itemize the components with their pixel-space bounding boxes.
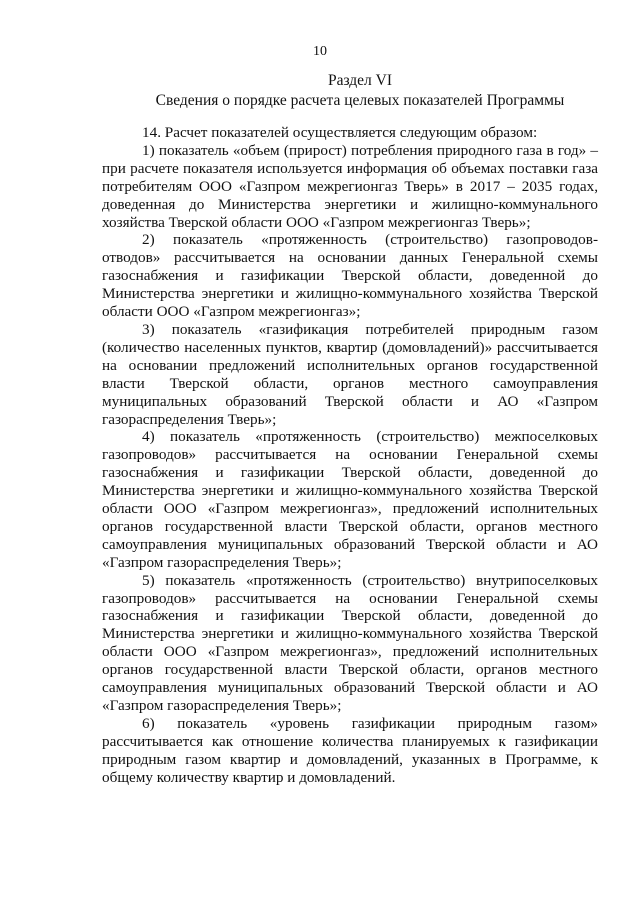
paragraph-item-2: 2) показатель «протяженность (строительство) газопроводов-отводов» рассчитывается на основании данных Генеральной схемы газоснабжения и газификации Тверской области, доведенной до Министерства энергетики и жилищно-коммунального хозяйства Тверской области ООО «Газпром межрегионгаз»;: [102, 231, 598, 321]
paragraph-item-5: 5) показатель «протяженность (строительство) внутрипоселковых газопроводов» рассчитывается на основании Генеральной схемы газоснабжения и газификации Тверской области, доведенной до Министерства энергетики и жилищно-коммунального хозяйства Тверской области ООО «Газпром межрегионгаз», предложений исполнительных органов государственной власти Тверской области, органов местного самоуправления муниципальных образований Тверской области и АО «Газпром газораспределения Тверь»;: [102, 571, 598, 714]
document-body: [102, 124, 598, 787]
paragraph-item-3: 3) показатель «газификация потребителей природным газом (количество населенных пунктов, квартир (домовладений)» рассчитывается на основании предложений исполнительных органов государственной власти Тверской области, органов местного самоуправления муниципальных образований Тверской области и АО «Газпром газораспределения Тверь»;: [102, 320, 598, 428]
section-subtitle: Сведения о порядке расчета целевых показателей Программы: [155, 92, 565, 109]
section-title: Раздел VI: [327, 72, 393, 89]
paragraph-item-6: 6) показатель «уровень газификации природным газом» рассчитывается как отношение количества планируемых к газификации природным газом квартир и домовладений, указанных в Программе, к общему количеству квартир и домовладений.: [102, 714, 598, 786]
page-number: 10: [313, 44, 327, 59]
paragraph-item-1: 1) показатель «объем (прирост) потребления природного газа в год» – при расчете показателя используется информация об объемах поставки газа потребителям ООО «Газпром межрегионгаз Тверь» в 2017 – 2035 годах, доведенная до Министерства энергетики и жилищно-коммунального хозяйства Тверской области ООО «Газпром межрегионгаз Тверь»;: [102, 141, 598, 231]
paragraph-item-4: 4) показатель «протяженность (строительство) межпоселковых газопроводов» рассчитывается на основании Генеральной схемы газоснабжения и газификации Тверской области, доведенной до Министерства энергетики и жилищно-коммунального хозяйства Тверской области ООО «Газпром межрегионгаз», предложений исполнительных органов государственной власти Тверской области, органов местного самоуправления муниципальных образований Тверской области и АО «Газпром газораспределения Тверь»;: [102, 428, 598, 571]
paragraph-intro: 14. Расчет показателей осуществляется следующим образом:: [142, 124, 538, 141]
